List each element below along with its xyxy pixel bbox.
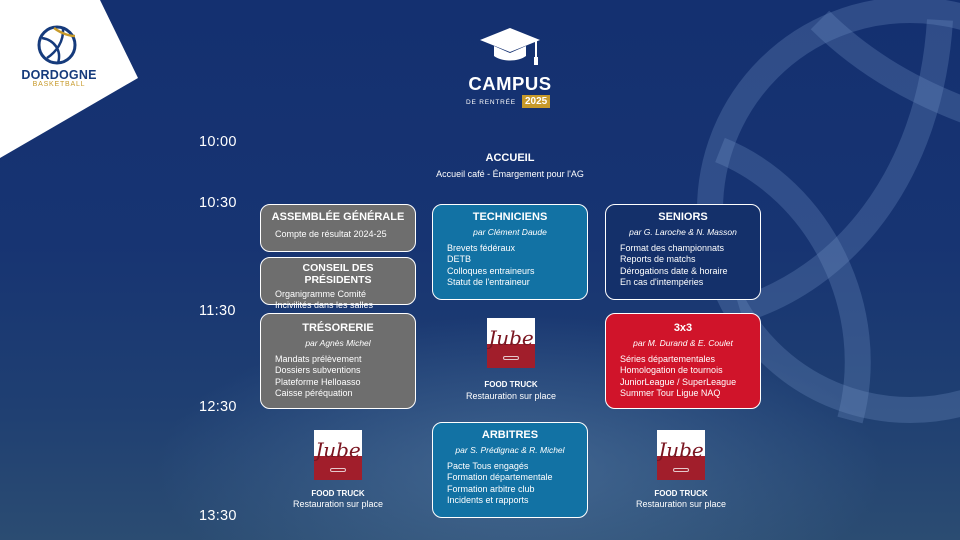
session-item: Dossiers subventions: [275, 365, 361, 376]
session-assemblee-generale: [260, 204, 416, 252]
session-arbitres: [432, 422, 588, 518]
food-truck-logo: [657, 430, 705, 480]
food-truck-subtitle: Restauration sur place: [465, 391, 557, 401]
session-title: 3x3: [673, 322, 693, 334]
event-year-badge: 2025: [522, 95, 550, 108]
session-techniciens: [432, 204, 588, 300]
food-truck-logo: [314, 430, 362, 480]
food-truck-logo-text: Jube: [488, 326, 534, 350]
session-item: Summer Tour Ligue NAQ: [620, 387, 721, 398]
food-truck-logo: [487, 318, 535, 368]
session-item: Séries départementales: [620, 354, 716, 364]
basketball-logo-icon: [36, 24, 78, 66]
session-title: CONSEIL DES PRÉSIDENTS: [302, 262, 374, 286]
session-title: SENIORS: [658, 211, 708, 223]
brand-name: DORDOGNE: [21, 68, 97, 82]
event-tagline: DE RENTRÉE: [466, 99, 516, 106]
session-item: Incidents et rapports: [447, 494, 529, 505]
time-label: 10:30: [199, 195, 237, 211]
session-title: ARBITRES: [481, 429, 539, 441]
session-speaker: par Agnès Michel: [305, 338, 371, 348]
session-item: Brevets fédéraux: [447, 243, 516, 253]
session-item: Reports de matchs: [620, 254, 696, 265]
food-truck-title: FOOD TRUCK: [654, 489, 708, 498]
session-item: Mandats prélèvement: [275, 354, 362, 364]
graduation-cap-icon: [478, 26, 542, 70]
time-label: 13:30: [199, 508, 237, 524]
food-truck-subtitle: Restauration sur place: [635, 499, 727, 509]
time-label: 11:30: [199, 303, 236, 319]
brand-subtitle: BASKETBALL: [32, 81, 86, 88]
session-seniors: [605, 204, 761, 300]
session-item: Homologation de tournois: [620, 365, 723, 376]
session-item: En cas d'intempéries: [620, 276, 704, 287]
event-title: CAMPUS: [468, 73, 552, 94]
session-item: Incivilités dans les salles: [275, 300, 374, 311]
session-speaker: par M. Durand & E. Coulet: [633, 338, 733, 348]
session-item: Colloques entraineurs: [447, 265, 535, 276]
session-item: DETB: [447, 254, 472, 265]
session-tresorerie: [260, 313, 416, 409]
session-title: ASSEMBLÉE GÉNÉRALE: [271, 211, 405, 223]
session-speaker: par Clément Daude: [473, 227, 547, 237]
accueil-title: ACCUEIL: [485, 152, 535, 164]
session-title: TECHNICIENS: [472, 211, 548, 223]
time-label: 12:30: [199, 399, 237, 415]
session-item: Organigramme Comité: [275, 289, 367, 299]
session-item: Statut de l'entraineur: [447, 276, 530, 287]
session-item: Dérogations date & horaire: [620, 265, 728, 276]
session-item: Formation arbitre club: [447, 483, 535, 494]
session-speaker: par S. Prédignac & R. Michel: [455, 445, 565, 455]
food-truck-subtitle: Restauration sur place: [292, 499, 384, 509]
time-label: 10:00: [199, 134, 237, 150]
accueil-subtitle: Accueil café - Émargement pour l'AG: [436, 169, 584, 179]
session-item: Caisse péréquation: [275, 387, 353, 398]
session-speaker: par G. Laroche & N. Masson: [629, 227, 737, 237]
session-item: Pacte Tous engagés: [447, 461, 529, 471]
session-item: Compte de résultat 2024-25: [275, 229, 387, 239]
session-conseil-presidents: [260, 257, 416, 311]
session-item: Format des championnats: [620, 243, 725, 253]
session-item: Formation départementale: [447, 472, 553, 483]
session-3x3: [605, 313, 761, 409]
food-truck-logo-text: Jube: [658, 438, 704, 462]
food-truck-title: FOOD TRUCK: [484, 380, 538, 389]
session-item: Plateforme Helloasso: [275, 376, 361, 387]
food-truck-title: FOOD TRUCK: [311, 489, 365, 498]
session-item: JuniorLeague / SuperLeague: [620, 376, 737, 387]
food-truck-logo-text: Jube: [315, 438, 361, 462]
session-title: TRÉSORERIE: [302, 322, 374, 334]
